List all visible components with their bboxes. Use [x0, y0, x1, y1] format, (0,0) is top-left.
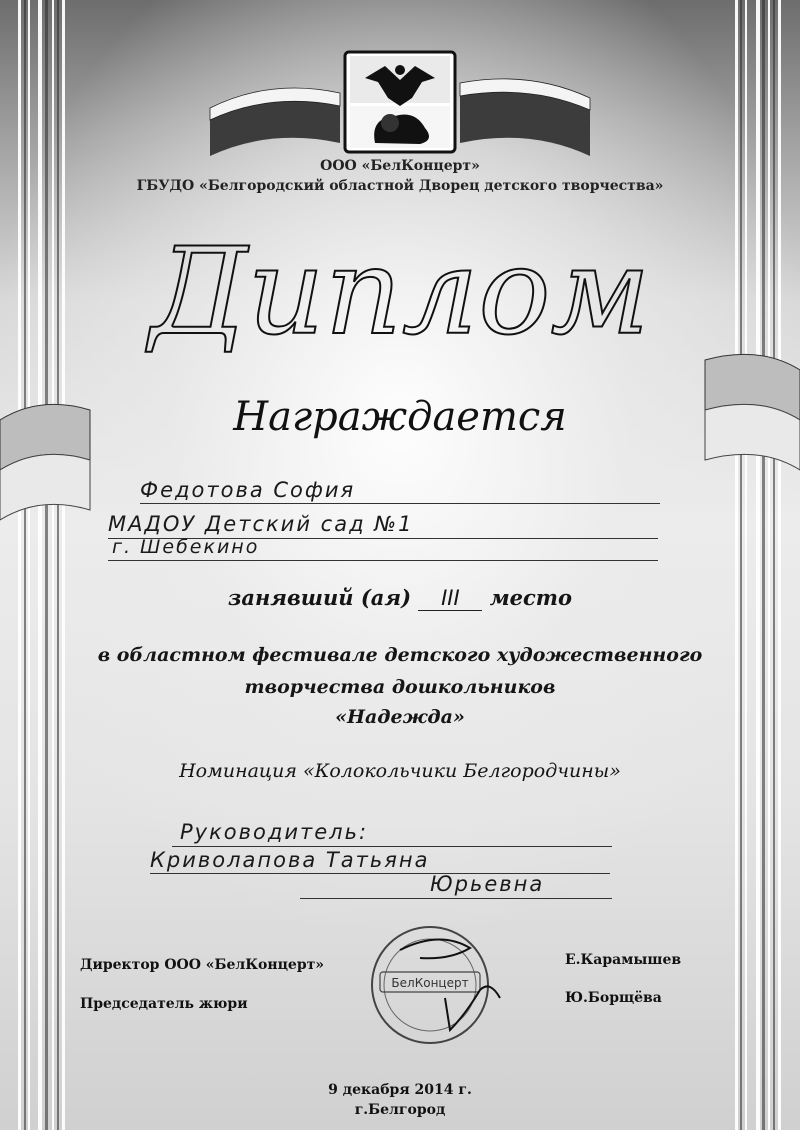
place-line — [0, 585, 800, 611]
festival-line-2: творчества дошкольников — [244, 676, 556, 698]
recipient-line-1 — [140, 503, 660, 504]
place-suffix: место — [489, 585, 573, 610]
coat-of-arms-icon — [200, 48, 600, 158]
supervisor-label: Руководитель: — [180, 820, 369, 844]
recipient-institution-1: МАДОУ Детский сад №1 — [108, 512, 414, 536]
place-prefix: занявший (ая) — [227, 585, 412, 610]
city-line: г.Белгород — [354, 1102, 446, 1118]
awarded-heading-text: Награждается — [233, 394, 567, 440]
diploma-title — [120, 205, 680, 365]
stamp-text: БелКонцерт — [391, 976, 469, 990]
jury-chair-name: Ю.Борщёва — [565, 990, 662, 1006]
festival-line-3: «Надежда» — [335, 706, 465, 728]
stamp-icon — [350, 920, 510, 1050]
place-value: III — [418, 586, 482, 611]
recipient-name: Федотова София — [140, 478, 356, 502]
organizer-line-2: ГБУДО «Белгородский областной Дворец детского творчества» — [136, 178, 664, 194]
awarded-heading — [230, 385, 570, 445]
director-name: Е.Карамышев — [565, 952, 682, 968]
recipient-institution-2: г. Шебекино — [112, 536, 260, 558]
supervisor-name-2: Юрьевна — [430, 872, 545, 896]
nomination-line: Номинация «Колокольчики Белгородчины» — [179, 760, 621, 782]
festival-line-1: в областном фестивале детского художественного — [97, 644, 703, 666]
diploma-title-text: Диплом — [149, 223, 651, 362]
supervisor-line-1 — [172, 846, 612, 847]
recipient-line-3 — [108, 560, 658, 561]
supervisor-name-1: Криволапова Татьяна — [150, 848, 430, 872]
supervisor-line-3 — [300, 898, 612, 899]
date-line: 9 декабря 2014 г. — [328, 1082, 472, 1098]
organizer-line-1: ООО «БелКонцерт» — [320, 158, 480, 174]
director-role: Директор ООО «БелКонцерт» — [80, 957, 325, 973]
jury-chair-role: Председатель жюри — [80, 996, 248, 1012]
